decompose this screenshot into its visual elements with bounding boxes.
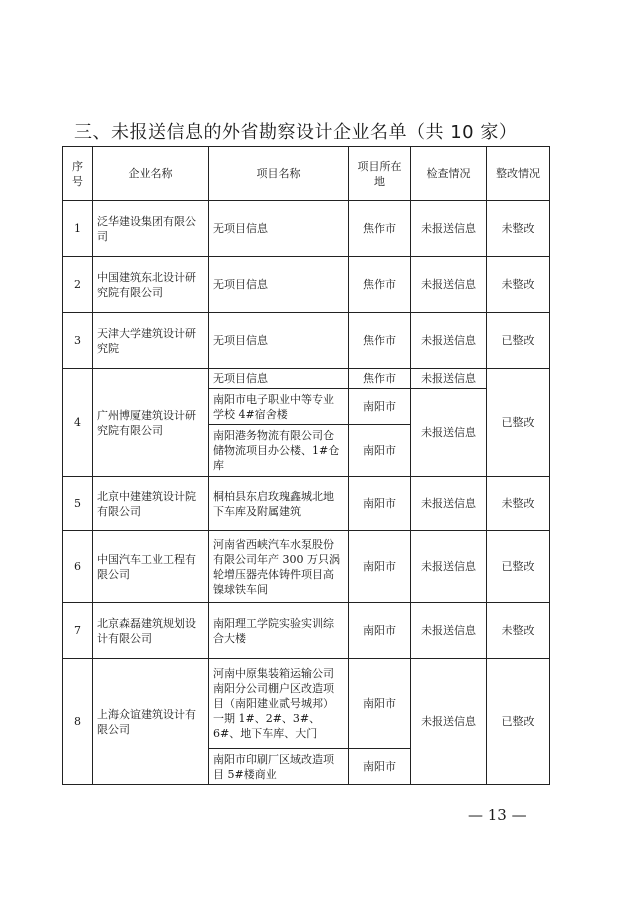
cell-project: 南阳理工学院实验实训综合大楼 <box>209 603 349 659</box>
cell-location: 焦作市 <box>349 201 411 257</box>
cell-location: 南阳市 <box>349 749 411 785</box>
cell-project: 南阳市电子职业中等专业学校 4#宿舍楼 <box>209 389 349 425</box>
cell-check: 未报送信息 <box>411 313 487 369</box>
cell-project: 无项目信息 <box>209 313 349 369</box>
cell-seq: 2 <box>63 257 93 313</box>
cell-project: 无项目信息 <box>209 369 349 389</box>
header-check: 检查情况 <box>411 147 487 201</box>
cell-company: 北京森磊建筑规划设计有限公司 <box>93 603 209 659</box>
cell-rectify: 已整改 <box>487 531 550 603</box>
table-row <box>63 369 550 389</box>
cell-check: 未报送信息 <box>411 603 487 659</box>
table-row <box>63 477 550 531</box>
table-row <box>63 201 550 257</box>
table-row <box>63 531 550 603</box>
header-project: 项目名称 <box>209 147 349 201</box>
cell-location: 焦作市 <box>349 369 411 389</box>
cell-seq: 7 <box>63 603 93 659</box>
cell-location: 南阳市 <box>349 531 411 603</box>
cell-company: 中国汽车工业工程有限公司 <box>93 531 209 603</box>
cell-project: 桐柏县东启玫瑰鑫城北地下车库及附属建筑 <box>209 477 349 531</box>
cell-seq: 1 <box>63 201 93 257</box>
cell-company: 天津大学建筑设计研究院 <box>93 313 209 369</box>
cell-seq: 5 <box>63 477 93 531</box>
cell-company: 北京中建建筑设计院有限公司 <box>93 477 209 531</box>
table-header-row <box>63 147 550 201</box>
cell-location: 南阳市 <box>349 603 411 659</box>
cell-rectify: 已整改 <box>487 313 550 369</box>
section-heading: 三、未报送信息的外省勘察设计企业名单（共 10 家） <box>74 122 518 143</box>
header-company: 企业名称 <box>93 147 209 201</box>
table-row <box>63 603 550 659</box>
page-number: — 13 — <box>468 806 527 824</box>
table-row <box>63 257 550 313</box>
cell-rectify: 未整改 <box>487 603 550 659</box>
cell-seq: 8 <box>63 659 93 785</box>
cell-check: 未报送信息 <box>411 201 487 257</box>
cell-location: 焦作市 <box>349 313 411 369</box>
cell-location: 南阳市 <box>349 477 411 531</box>
table-row <box>63 313 550 369</box>
cell-location: 南阳市 <box>349 659 411 749</box>
cell-check: 未报送信息 <box>411 389 487 477</box>
cell-location: 南阳市 <box>349 389 411 425</box>
cell-project: 河南省西峡汽车水泵股份有限公司年产 300 万只涡轮增压器壳体铸件项目高镍球铁车间 <box>209 531 349 603</box>
cell-seq: 4 <box>63 369 93 477</box>
cell-location: 南阳市 <box>349 425 411 477</box>
cell-company: 广州博厦建筑设计研究院有限公司 <box>93 369 209 477</box>
header-seq: 序号 <box>63 147 93 201</box>
cell-seq: 6 <box>63 531 93 603</box>
cell-seq: 3 <box>63 313 93 369</box>
cell-company: 泛华建设集团有限公司 <box>93 201 209 257</box>
cell-project: 南阳市印刷厂区域改造项目 5#楼商业 <box>209 749 349 785</box>
cell-company: 中国建筑东北设计研究院有限公司 <box>93 257 209 313</box>
table-row <box>63 659 550 749</box>
cell-project: 无项目信息 <box>209 257 349 313</box>
header-location: 项目所在地 <box>349 147 411 201</box>
cell-check: 未报送信息 <box>411 369 487 389</box>
cell-rectify: 未整改 <box>487 477 550 531</box>
cell-rectify: 未整改 <box>487 201 550 257</box>
company-table <box>62 146 550 785</box>
cell-check: 未报送信息 <box>411 531 487 603</box>
cell-project: 无项目信息 <box>209 201 349 257</box>
cell-rectify: 已整改 <box>487 369 550 477</box>
cell-project: 河南中原集装箱运输公司南阳分公司棚户区改造项目（南阳建业贰号城邦）一期 1#、2#、3#、6#、地下车库、大门 <box>209 659 349 749</box>
header-rectify: 整改情况 <box>487 147 550 201</box>
cell-company: 上海众谊建筑设计有限公司 <box>93 659 209 785</box>
cell-check: 未报送信息 <box>411 257 487 313</box>
cell-check: 未报送信息 <box>411 659 487 785</box>
cell-rectify: 未整改 <box>487 257 550 313</box>
cell-location: 焦作市 <box>349 257 411 313</box>
cell-check: 未报送信息 <box>411 477 487 531</box>
cell-rectify: 已整改 <box>487 659 550 785</box>
cell-project: 南阳港务物流有限公司仓储物流项目办公楼、1#仓库 <box>209 425 349 477</box>
